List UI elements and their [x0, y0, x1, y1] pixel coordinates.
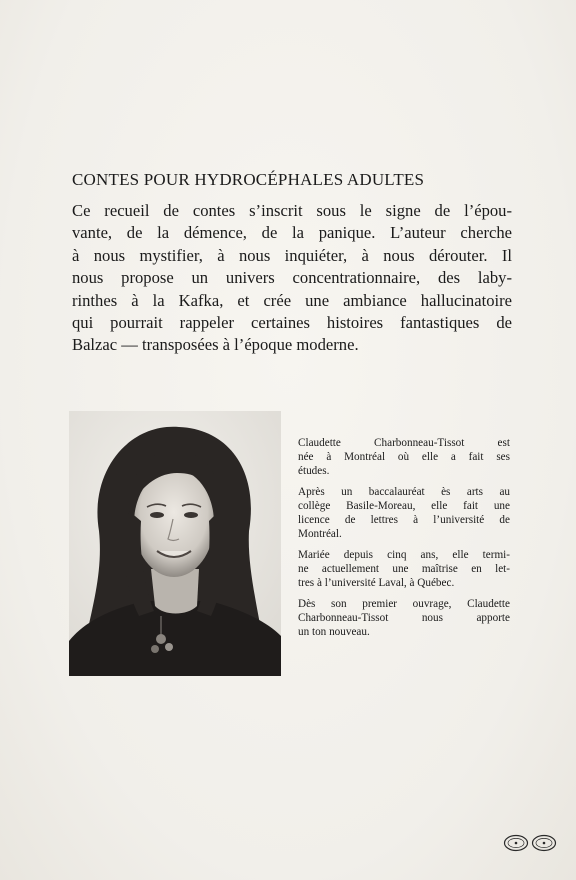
bio-paragraph [298, 597, 510, 639]
bio-line: Montréal. [298, 528, 342, 540]
bio-line: tres à l’université Laval, à Québec. [298, 577, 455, 589]
blurb-line: Ce recueil de contes s’inscrit sous le signe de l’épou- [72, 201, 512, 220]
blurb-line: qui pourrait rappeler certaines histoires fantastiques de [72, 313, 512, 333]
blurb-line: nous propose un univers concentrationnaire, des laby- [72, 268, 512, 288]
bio-line: Charbonneau-Tissot nous apporte [298, 612, 510, 624]
bio-line: née à Montréal où elle a fait ses [298, 451, 510, 463]
bio-line: un ton nouveau. [298, 626, 370, 638]
bio-line: Mariée depuis cinq ans, elle termi- [298, 549, 510, 561]
bio-line: Dès son premier ouvrage, Claudette [298, 598, 510, 610]
bio-line: Après un baccalauréat ès arts au [298, 486, 510, 498]
book-blurb [72, 200, 512, 357]
blurb-line: Balzac — transposées à l’époque moderne. [72, 335, 359, 355]
author-photo [69, 411, 281, 676]
bio-line: ne actuellement une maîtrise en let- [298, 563, 510, 575]
bio-paragraph [298, 548, 510, 590]
bio-line: collège Basile-Moreau, elle fait une [298, 500, 510, 512]
printer-seals [503, 834, 557, 852]
bio-line: études. [298, 465, 330, 477]
printer-seal-icon [503, 834, 557, 852]
blurb-line: à nous mystifier, à nous inquiéter, à nous dérouter. Il [72, 245, 512, 265]
blurb-line: vante, de la démence, de la panique. L’auteur cherche [72, 223, 512, 243]
bio-line: Claudette Charbonneau-Tissot est [298, 437, 510, 449]
author-bio [298, 436, 510, 646]
blurb-line: rinthes à la Kafka, et crée une ambiance hallucinatoire [72, 290, 512, 310]
bio-paragraph [298, 485, 510, 541]
bio-line: licence de lettres à l’université de [298, 514, 510, 526]
bio-paragraph [298, 436, 510, 478]
book-title: CONTES POUR HYDROCÉPHALES ADULTES [72, 170, 425, 189]
author-portrait [69, 411, 281, 676]
